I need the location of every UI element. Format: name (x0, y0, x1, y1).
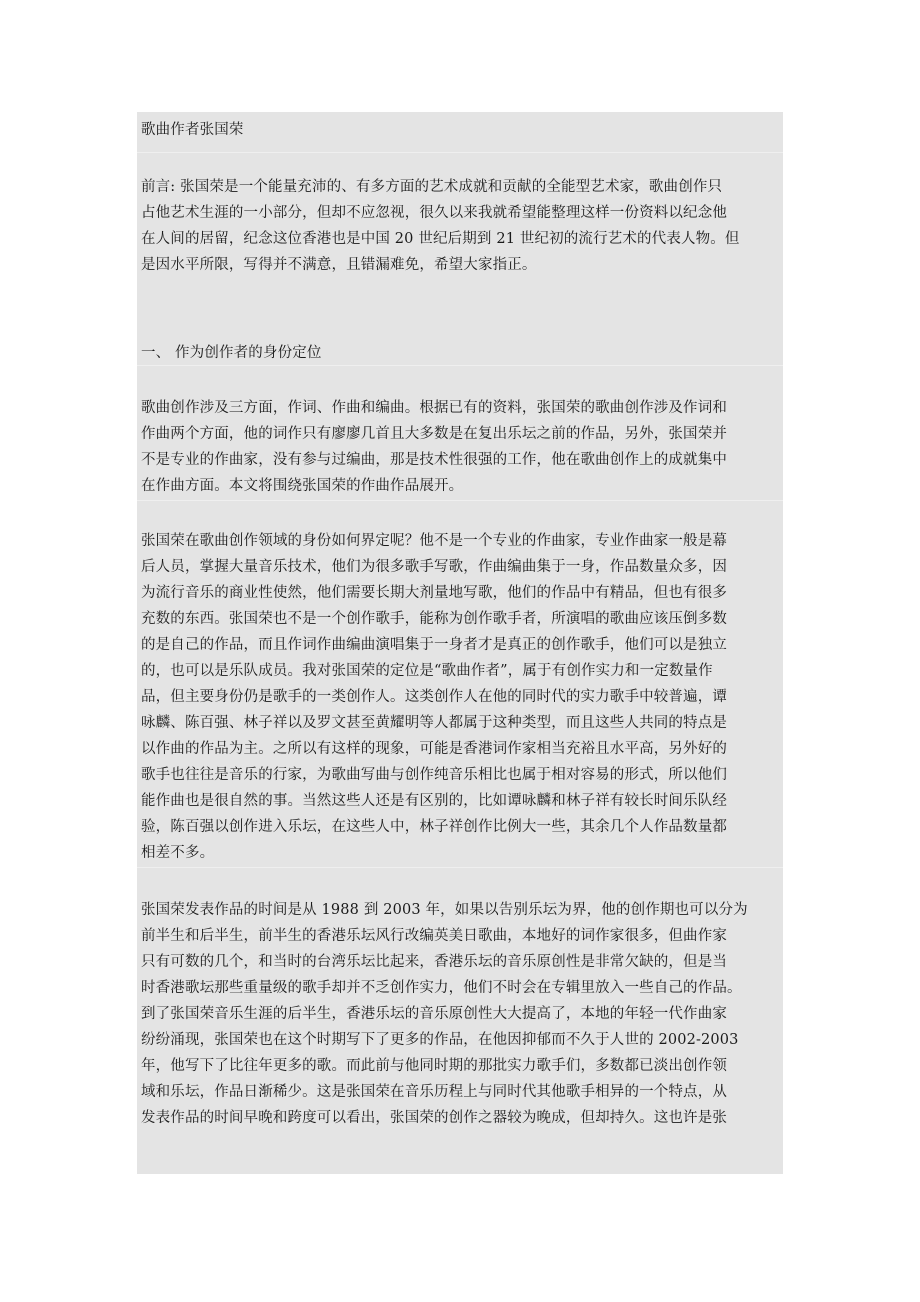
divider (137, 152, 783, 153)
divider (137, 365, 783, 366)
paragraph-line: 为流行音乐的商业性使然，他们需要长期大剂量地写歌，他们的作品中有精品，但也有很多 (141, 585, 727, 601)
divider (137, 500, 783, 501)
paragraph-line: 前半生和后半生，前半生的香港乐坛风行改编英美日歌曲，本地好的词作家很多，但曲作家 (141, 928, 727, 944)
paragraph-line: 时香港歌坛那些重量级的歌手却并不乏创作实力，他们不时会在专辑里放入一些自己的作品。 (141, 980, 742, 996)
paragraph-line: 张国荣发表作品的时间是从 1988 到 2003 年，如果以告别乐坛为界，他的创作期也可以分为 (141, 902, 748, 918)
paragraph-line: 域和乐坛，作品日渐稀少。这是张国荣在音乐历程上与同时代其他歌手相异的一个特点，从 (141, 1084, 727, 1100)
paragraph-line: 纷纷涌现，张国荣也在这个时期写下了更多的作品，在他因抑郁而不久于人世的 2002-2003 (141, 1032, 739, 1048)
paragraph-line: 发表作品的时间早晚和跨度可以看出，张国荣的创作之器较为晚成，但却持久。这也许是张 (141, 1110, 727, 1126)
paragraph-line: 后人员，掌握大量音乐技术，他们为很多歌手写歌，作曲编曲集于一身，作品数量众多，因 (141, 559, 727, 575)
paragraph-line: 能作曲也是很自然的事。当然这些人还是有区别的，比如谭咏麟和林子祥有较长时间乐队经 (141, 793, 727, 809)
document-body (137, 112, 783, 1174)
section-heading: 一、 作为创作者的身份定位 (141, 345, 322, 361)
paragraph-line: 品，但主要身份仍是歌手的一类创作人。这类创作人在他的同时代的实力歌手中较普遍，谭 (141, 689, 727, 705)
paragraph-line: 歌曲创作涉及三方面，作词、作曲和编曲。根据已有的资料，张国荣的歌曲创作涉及作词和 (141, 400, 727, 416)
paragraph-line: 到了张国荣音乐生涯的后半生，香港乐坛的音乐原创性大大提高了，本地的年轻一代作曲家 (141, 1006, 727, 1022)
paragraph-line: 的是自己的作品，而且作词作曲编曲演唱集于一身者才是真正的创作歌手，他们可以是独立 (141, 637, 727, 653)
paragraph-line: 年，他写下了比往年更多的歌。而此前与他同时期的那批实力歌手们，多数都已淡出创作领 (141, 1058, 727, 1074)
paragraph-line: 只有可数的几个，和当时的台湾乐坛比起来，香港乐坛的音乐原创性是非常欠缺的，但是当 (141, 954, 727, 970)
preface-line: 占他艺术生涯的一小部分，但却不应忽视，很久以来我就希望能整理这样一份资料以纪念他 (141, 205, 727, 221)
paragraph-line: 歌手也往往是音乐的行家，为歌曲写曲与创作纯音乐相比也属于相对容易的形式，所以他们 (141, 767, 727, 783)
preface-line: 是因水平所限，写得并不满意，且错漏难免，希望大家指正。 (141, 257, 537, 273)
paragraph-line: 充数的东西。张国荣也不是一个创作歌手，能称为创作歌手者，所演唱的歌曲应该压倒多数 (141, 611, 727, 627)
paragraph-line: 的，也可以是乐队成员。我对张国荣的定位是“歌曲作者”，属于有创作实力和一定数量作 (141, 663, 713, 679)
preface-line: 前言: 张国荣是一个能量充沛的、有多方面的艺术成就和贡献的全能型艺术家，歌曲创作只 (141, 179, 723, 195)
paragraph-line: 在作曲方面。本文将围绕张国荣的作曲作品展开。 (141, 478, 464, 494)
paragraph-line: 不是专业的作曲家，没有参与过编曲，那是技术性很强的工作，他在歌曲创作上的成就集中 (141, 452, 727, 468)
paragraph-line: 验，陈百强以创作进入乐坛，在这些人中，林子祥创作比例大一些，其余几个人作品数量都 (141, 819, 727, 835)
paragraph-line: 以作曲的作品为主。之所以有这样的现象，可能是香港词作家相当充裕且水平高，另外好的 (141, 741, 727, 757)
paragraph-line: 作曲两个方面，他的词作只有廖廖几首且大多数是在复出乐坛之前的作品，另外，张国荣并 (141, 426, 727, 442)
document-title: 歌曲作者张国荣 (141, 122, 244, 138)
divider (137, 867, 783, 868)
paragraph-line: 咏麟、陈百强、林子祥以及罗文甚至黄耀明等人都属于这种类型，而且这些人共同的特点是 (141, 715, 727, 731)
paragraph-line: 张国荣在歌曲创作领域的身份如何界定呢？他不是一个专业的作曲家，专业作曲家一般是幕 (141, 533, 727, 549)
paragraph-line: 相差不多。 (141, 845, 215, 861)
preface-line: 在人间的居留，纪念这位香港也是中国 20 世纪后期到 21 世纪初的流行艺术的代表人物。但 (141, 231, 740, 247)
